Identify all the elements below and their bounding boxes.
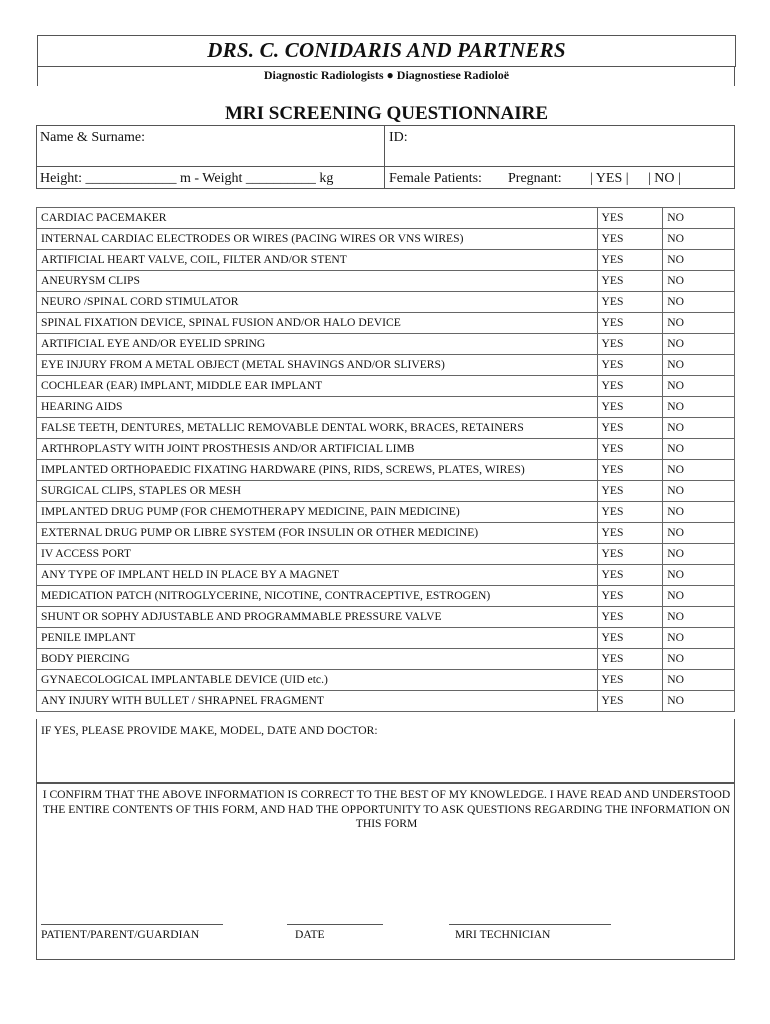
question-row	[37, 691, 735, 712]
question-row	[37, 355, 735, 376]
no-option[interactable]: NO	[663, 502, 735, 523]
question-text: ARTIFICIAL EYE AND/OR EYELID SPRING	[37, 334, 598, 355]
question-text: SPINAL FIXATION DEVICE, SPINAL FUSION AND/OR HALO DEVICE	[37, 313, 598, 334]
question-text: SHUNT OR SOPHY ADJUSTABLE AND PROGRAMMABLE PRESSURE VALVE	[37, 607, 598, 628]
no-option[interactable]: NO	[663, 565, 735, 586]
question-text: NEURO /SPINAL CORD STIMULATOR	[37, 292, 598, 313]
no-option[interactable]: NO	[663, 376, 735, 397]
no-option[interactable]: NO	[663, 418, 735, 439]
pregnant-yes-option[interactable]: | YES |	[590, 171, 629, 186]
name-surname-field[interactable]: Name & Surname:	[40, 130, 145, 145]
yes-option[interactable]: YES	[597, 208, 663, 229]
yes-option[interactable]: YES	[597, 292, 663, 313]
yes-option[interactable]: YES	[597, 229, 663, 250]
question-row	[37, 271, 735, 292]
question-text: ARTHROPLASTY WITH JOINT PROSTHESIS AND/OR ARTIFICIAL LIMB	[37, 439, 598, 460]
yes-option[interactable]: YES	[597, 628, 663, 649]
question-text: GYNAECOLOGICAL IMPLANTABLE DEVICE (UID etc.)	[37, 670, 598, 691]
question-text: HEARING AIDS	[37, 397, 598, 418]
question-row	[37, 292, 735, 313]
patient-signature-label: PATIENT/PARENT/GUARDIAN	[41, 928, 200, 941]
question-row	[37, 208, 735, 229]
height-weight-field[interactable]: Height: _____________ m - Weight __________ kg	[40, 171, 334, 186]
question-text: EXTERNAL DRUG PUMP OR LIBRE SYSTEM (FOR INSULIN OR OTHER MEDICINE)	[37, 523, 598, 544]
question-text: COCHLEAR (EAR) IMPLANT, MIDDLE EAR IMPLANT	[37, 376, 598, 397]
screening-questions-table	[36, 207, 735, 712]
firm-subtitle: Diagnostic Radiologists ● Diagnostiese Radioloë	[263, 68, 510, 82]
question-text: IV ACCESS PORT	[37, 544, 598, 565]
question-text: ANEURYSM CLIPS	[37, 271, 598, 292]
no-option[interactable]: NO	[663, 481, 735, 502]
question-row	[37, 628, 735, 649]
question-text: ARTIFICIAL HEART VALVE, COIL, FILTER AND/OR STENT	[37, 250, 598, 271]
yes-option[interactable]: YES	[597, 271, 663, 292]
question-text: MEDICATION PATCH (NITROGLYCERINE, NICOTINE, CONTRACEPTIVE, ESTROGEN)	[37, 586, 598, 607]
yes-option[interactable]: YES	[597, 586, 663, 607]
yes-option[interactable]: YES	[597, 397, 663, 418]
question-row	[37, 376, 735, 397]
yes-option[interactable]: YES	[597, 439, 663, 460]
no-option[interactable]: NO	[663, 628, 735, 649]
no-option[interactable]: NO	[663, 292, 735, 313]
pregnant-no-option[interactable]: | NO |	[648, 171, 681, 186]
no-option[interactable]: NO	[663, 439, 735, 460]
no-option[interactable]: NO	[663, 691, 735, 712]
question-row	[37, 439, 735, 460]
form-title: MRI SCREENING QUESTIONNAIRE	[224, 103, 549, 124]
question-text: EYE INJURY FROM A METAL OBJECT (METAL SHAVINGS AND/OR SLIVERS)	[37, 355, 598, 376]
no-option[interactable]: NO	[663, 271, 735, 292]
yes-option[interactable]: YES	[597, 313, 663, 334]
question-row	[37, 586, 735, 607]
question-text: IMPLANTED ORTHOPAEDIC FIXATING HARDWARE (PINS, RIDS, SCREWS, PLATES, WIRES)	[37, 460, 598, 481]
question-text: FALSE TEETH, DENTURES, METALLIC REMOVABLE DENTAL WORK, BRACES, RETAINERS	[37, 418, 598, 439]
no-option[interactable]: NO	[663, 670, 735, 691]
no-option[interactable]: NO	[663, 208, 735, 229]
question-text: CARDIAC PACEMAKER	[37, 208, 598, 229]
question-row	[37, 502, 735, 523]
yes-option[interactable]: YES	[597, 376, 663, 397]
divider	[37, 166, 734, 167]
yes-option[interactable]: YES	[597, 502, 663, 523]
question-row	[37, 229, 735, 250]
patient-info-box	[36, 125, 735, 189]
no-option[interactable]: NO	[663, 250, 735, 271]
pregnant-label: Pregnant:	[508, 171, 562, 186]
yes-option[interactable]: YES	[597, 544, 663, 565]
question-text: ANY INJURY WITH BULLET / SHRAPNEL FRAGMENT	[37, 691, 598, 712]
question-row	[37, 334, 735, 355]
yes-option[interactable]: YES	[597, 523, 663, 544]
no-option[interactable]: NO	[663, 586, 735, 607]
question-row	[37, 670, 735, 691]
question-row	[37, 460, 735, 481]
no-option[interactable]: NO	[663, 460, 735, 481]
no-option[interactable]: NO	[663, 397, 735, 418]
question-row	[37, 397, 735, 418]
yes-option[interactable]: YES	[597, 670, 663, 691]
no-option[interactable]: NO	[663, 523, 735, 544]
firm-name: DRS. C. CONIDARIS AND PARTNERS	[207, 38, 566, 62]
question-text: INTERNAL CARDIAC ELECTRODES OR WIRES (PACING WIRES OR VNS WIRES)	[37, 229, 598, 250]
yes-option[interactable]: YES	[597, 607, 663, 628]
female-patients-label: Female Patients:	[389, 171, 482, 186]
yes-option[interactable]: YES	[597, 565, 663, 586]
question-text: IMPLANTED DRUG PUMP (FOR CHEMOTHERAPY MEDICINE, PAIN MEDICINE)	[37, 502, 598, 523]
confirmation-text: I CONFIRM THAT THE ABOVE INFORMATION IS CORRECT TO THE BEST OF MY KNOWLEDGE. I HAVE READ AND UNDERSTOOD THE ENTIRE CONTENTS OF THIS FORM, AND HAD THE OPPORTUNITY TO ASK QUESTIONS REGARDING THE INFORMATION ON THIS FORM	[42, 788, 731, 830]
no-option[interactable]: NO	[663, 607, 735, 628]
question-row	[37, 418, 735, 439]
question-row	[37, 649, 735, 670]
question-text: PENILE IMPLANT	[37, 628, 598, 649]
confirmation-box	[36, 783, 735, 960]
yes-option[interactable]: YES	[597, 481, 663, 502]
question-row	[37, 607, 735, 628]
technician-label: MRI TECHNICIAN	[455, 928, 551, 941]
yes-option[interactable]: YES	[597, 334, 663, 355]
id-field[interactable]: ID:	[389, 130, 408, 145]
technician-signature-line[interactable]	[449, 924, 611, 925]
yes-option[interactable]: YES	[597, 418, 663, 439]
question-row	[37, 565, 735, 586]
no-option[interactable]: NO	[663, 649, 735, 670]
no-option[interactable]: NO	[663, 544, 735, 565]
question-row	[37, 313, 735, 334]
yes-option[interactable]: YES	[597, 649, 663, 670]
yes-option[interactable]: YES	[597, 691, 663, 712]
details-box[interactable]	[36, 719, 735, 783]
question-row	[37, 523, 735, 544]
question-row	[37, 250, 735, 271]
details-prompt: IF YES, PLEASE PROVIDE MAKE, MODEL, DATE AND DOCTOR:	[41, 724, 378, 737]
divider	[384, 126, 385, 188]
date-label: DATE	[295, 928, 325, 941]
no-option[interactable]: NO	[663, 313, 735, 334]
patient-signature-line[interactable]	[41, 924, 223, 925]
question-text: ANY TYPE OF IMPLANT HELD IN PLACE BY A MAGNET	[37, 565, 598, 586]
date-signature-line[interactable]	[287, 924, 383, 925]
no-option[interactable]: NO	[663, 334, 735, 355]
yes-option[interactable]: YES	[597, 460, 663, 481]
yes-option[interactable]: YES	[597, 355, 663, 376]
yes-option[interactable]: YES	[597, 250, 663, 271]
question-row	[37, 481, 735, 502]
question-text: BODY PIERCING	[37, 649, 598, 670]
no-option[interactable]: NO	[663, 229, 735, 250]
question-row	[37, 544, 735, 565]
question-text: SURGICAL CLIPS, STAPLES OR MESH	[37, 481, 598, 502]
no-option[interactable]: NO	[663, 355, 735, 376]
